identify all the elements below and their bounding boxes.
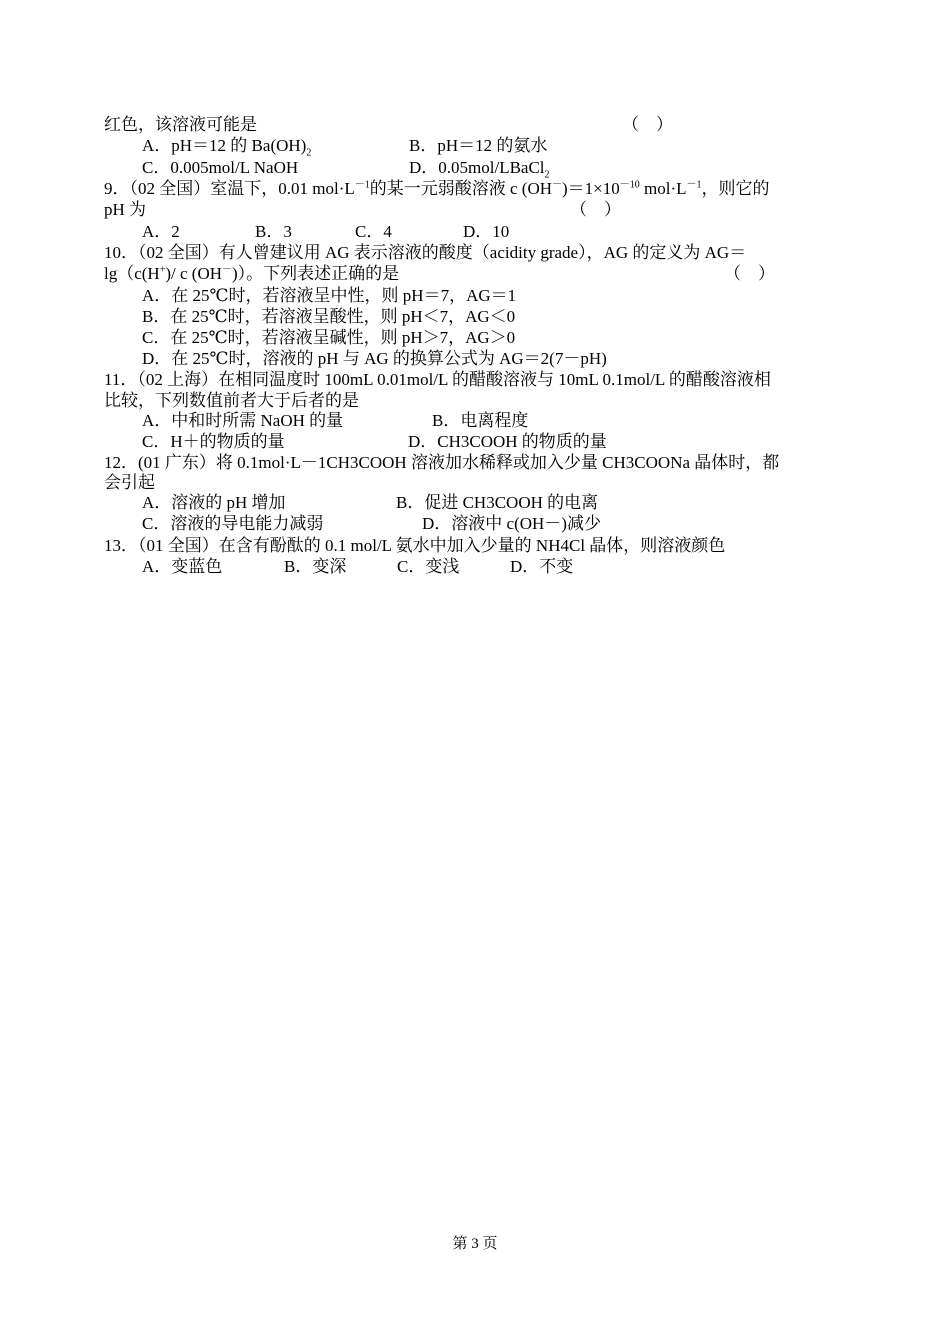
q9-stem-text: pH 为 xyxy=(104,200,147,219)
q8-stem-text: 红色，该溶液可能是 xyxy=(104,115,257,134)
q8-stem xyxy=(104,114,673,135)
page-number: 第 3 页 xyxy=(452,1236,498,1252)
q12-option-d: D．溶液中 c(OH－)减少 xyxy=(422,514,601,533)
q12-option-b: B．促进 CH3COOH 的电离 xyxy=(396,493,599,512)
document-page: 红色，该溶液可能是 （ ） A．pH＝12 的 $Ba(OH)_2$ B．pH＝12 的氨水 C．0.005mol/L NaOH D．0.05mol/LBaCl$_2$ 9．（02 全国）室温下，0.01 $mol\cdot L^{-1}$的某一元弱酸溶液 c $(OH^-)=1\times 10^{-10}$ $mol\cdot L^{-1}$，则它的 pH 为 （ ） A．2 B．3 C．4 D．10 10．（02 全国）有人曾建议用 AG 表示溶液的酸度（acidity grade），AG 的定义为 AG＝ lg（c(H+)/ c (OH－)）。下列表述正确的是 （ ） A．在 25℃时，若溶液呈中性，则 pH＝7，AG＝1 B．在 25℃时，若溶液呈酸性，则 pH＜7，AG＜0 C．在 25℃时，若溶液呈碱性，则 pH＞7，AG＞0 D．在 25℃时，溶液的 pH 与 AG 的换算公式为 AG＝2(7－pH) 11．（02 上海）在相同温度时 100mL 0.01mol/L 的醋酸溶液与 10mL 0.1mol/L 的醋酸溶液相 比较，下列数值前者大于后者的是 A．中和时所需 NaOH 的量 B．电离程度 C．H＋的物质的量 D．CH3COOH 的物质的量 12．(01 广东）将 0.1mol·L－1CH3COOH 溶液加水稀释或加入少量 CH3COONa 晶体时，都 会引起 A．溶液的 pH 增加 B．促进 CH3COOH 的电离 C．溶液的导电能力减弱 D．溶液中 c(OH－)减少 13．（01 全国）在含有酚酞的 0.1 mol/L 氨水中加入少量的 NH4Cl 晶体，则溶液颜色 A．变蓝色 B．变深 C．变浅 D．不变 第 3 页 xyxy=(0,0,950,1342)
q8-option-d: D．0.05mol/LBaCl$_2$ xyxy=(409,158,550,181)
q11-option-c: C．H＋的物质的量 xyxy=(142,432,285,451)
q10-stem-line2: lg（c(H+)/ c (OH－)）。下列表述正确的是 （ ） xyxy=(104,264,775,283)
q13-option-d: D．不变 xyxy=(510,557,574,576)
q9-option-a: A．2 xyxy=(142,222,180,241)
q12-stem-line1: 12．(01 广东）将 0.1mol·L－1CH3COOH 溶液加水稀释或加入少量 CH3COONa 晶体时，都 xyxy=(104,453,780,472)
q10-answer-paren: （ ） xyxy=(724,264,775,283)
q12-stem-line2: 会引起 xyxy=(104,473,155,492)
q12-option-c: C．溶液的导电能力减弱 xyxy=(142,514,324,533)
q11-option-d: D．CH3COOH 的物质的量 xyxy=(408,432,607,451)
q8-option-c: C．0.005mol/L NaOH xyxy=(142,158,299,177)
q9-option-d: D．10 xyxy=(463,222,510,241)
q11-stem-line2: 比较，下列数值前者大于后者的是 xyxy=(104,391,359,410)
q9-option-c: C．4 xyxy=(355,222,392,241)
q8-answer-paren: （ ） xyxy=(622,115,673,134)
q9-answer-paren: （ ） xyxy=(570,200,621,219)
q13-stem-line1: 13．（01 全国）在含有酚酞的 0.1 mol/L 氨水中加入少量的 NH4Cl 晶体，则溶液颜色 xyxy=(104,536,726,555)
q11-stem-line1: 11．（02 上海）在相同温度时 100mL 0.01mol/L 的醋酸溶液与 10mL 0.1mol/L 的醋酸溶液相 xyxy=(104,370,771,389)
q10-stem-line1: 10．（02 全国）有人曾建议用 AG 表示溶液的酸度（acidity grade），AG 的定义为 AG＝ xyxy=(104,243,747,262)
q8-option-b: B．pH＝12 的氨水 xyxy=(409,136,548,155)
q9-stem-line1: 9．（02 全国）室温下，0.01 $mol\cdot L^{-1}$的某一元弱酸溶液 c $(OH^-)=1\times 10^{-10}$ $mol\cdot L^{-1}$，则它的 xyxy=(104,179,770,198)
q9-option-b: B．3 xyxy=(255,222,292,241)
q11-option-a: A．中和时所需 NaOH 的量 xyxy=(142,411,344,430)
q13-option-c: C．变浅 xyxy=(397,557,460,576)
q13-option-b: B．变深 xyxy=(284,557,347,576)
q12-option-a: A．溶液的 pH 增加 xyxy=(142,493,286,512)
q9-stem-line2 xyxy=(104,199,621,220)
q13-option-a: A．变蓝色 xyxy=(142,557,223,576)
q8-option-a: A．pH＝12 的 $Ba(OH)_2$ xyxy=(142,136,312,159)
q11-option-b: B．电离程度 xyxy=(432,411,529,430)
